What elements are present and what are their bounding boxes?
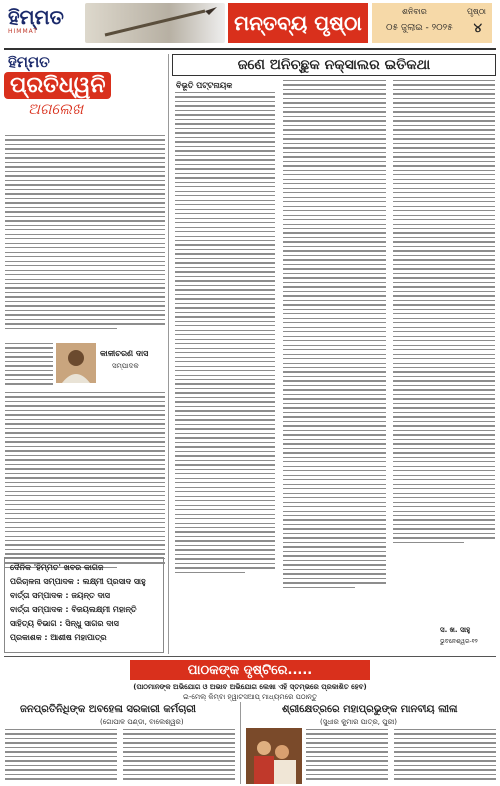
column-logo	[4, 54, 129, 130]
masthead-rule	[4, 48, 496, 50]
author-role: ସମ୍ପାଦକ	[112, 362, 139, 370]
paper-logo-text: ହିମ୍ମତ	[8, 5, 64, 29]
pen-icon	[85, 3, 225, 43]
column-logo-sub: ଅଗଲେଖ	[28, 100, 84, 118]
imprint-line: ଦୈନିକ 'ହିମ୍ମତ' ଖବର କାଗଜ	[10, 563, 104, 572]
author-portrait-icon	[56, 343, 96, 383]
paper-logo	[8, 6, 78, 40]
paper-logo-sub: HIMMAT	[8, 28, 38, 35]
column-logo-main: ପ୍ରତିଧ୍ୱନି	[4, 72, 111, 99]
section-title-box	[228, 3, 368, 43]
imprint-box	[4, 557, 164, 653]
column-text-top	[5, 135, 165, 332]
letter2-title: ଶ୍ରୀକ୍ଷେତ୍ରରେ ମହାପ୍ରଭୁଙ୍କ ମାନବୀୟ ଲୀଳା	[282, 704, 458, 715]
author-photo	[56, 343, 96, 383]
editorial-headline-box	[172, 54, 496, 76]
imprint-line: ବାର୍ତ୍ତା ସମ୍ପାଦକ : ଜୟନ୍ତ ଦାସ	[10, 591, 110, 600]
date-label: ୦୫ ଜୁଲାଇ - ୨୦୨୫	[386, 23, 453, 33]
readers-banner-text: ପାଠକଙ୍କ ଦୃଷ୍ଟିରେ.....	[187, 662, 313, 678]
column-text-mid-left	[5, 343, 53, 388]
column-logo-top: ହିମ୍ମତ	[8, 53, 50, 71]
temple-photo-icon	[246, 728, 302, 784]
letter1-text-col-1	[5, 729, 117, 783]
day-label: ଶନିବାର	[402, 7, 427, 16]
pen-illustration	[85, 3, 225, 43]
page-label: ପୃଷ୍ଠା	[466, 7, 486, 16]
column-text-bottom	[5, 392, 165, 571]
section-title: ମନ୍ତବ୍ୟ ପୃଷ୍ଠା	[234, 11, 362, 35]
imprint-line: ପରିଚାଳନା ସମ୍ପାଦକ : ଲକ୍ଷ୍ମୀ ପ୍ରସାଦ ସାହୁ	[10, 577, 146, 586]
letter2-text-col-2	[394, 729, 496, 783]
imprint-line: ବାର୍ତ୍ତା ସମ୍ପାଦକ : ବିଜୟଲକ୍ଷ୍ମୀ ମହାନ୍ତି	[10, 605, 137, 614]
readers-note: (ପାଠମାନଙ୍କ ଅଭିଯୋଗ ଓ ଅଭାବ ଅଭିଯୋଗ ଲେଖା ଏହି ସ୍ତମ୍ଭରେ ପ୍ରକାଶିତ ହେବ)	[133, 683, 367, 691]
editorial-signoff-sub: ଭୁବନେଶ୍ୱର-୧୨	[440, 638, 478, 645]
page-number: ୪	[473, 21, 482, 36]
masthead	[0, 0, 500, 46]
imprint-line: ପ୍ରକାଶକ : ଆଶୀଷ ମହାପାତ୍ର	[10, 633, 107, 642]
editorial-signoff: ସ. ଖ. ସାହୁ	[440, 626, 471, 634]
letter2-photo	[246, 728, 302, 784]
author-name: କାଳୀଚରଣ ଦାସ	[100, 349, 149, 358]
imprint-line: ସାହିତ୍ୟ ବିଭାଗ : ସିନ୍ଧୁ ସାଗର ଦାସ	[10, 619, 119, 628]
letter1-text-col-2	[123, 729, 235, 783]
readers-note-2: ଇ-ମେଲ୍ କିମ୍ବା ହ୍ୱାଟସଆପ୍ ମାଧ୍ୟମରେ ପଠାନ୍ତୁ	[183, 693, 317, 701]
date-box	[372, 3, 492, 43]
letter1-title: ଜନପ୍ରତିନିଧିଙ୍କ ଅବହେଳା ସରକାରୀ କର୍ମଚାରୀ	[20, 704, 196, 715]
letter2-sub: (ସୁଧୀର କୁମାର ପାତ୍ର, ପୁରୀ)	[320, 718, 398, 726]
letter2-text-col-1	[306, 729, 388, 783]
editorial-col-2	[283, 80, 386, 591]
editorial-headline: ଜଣେ ଅନିଚ୍ଛୁକ ନକ୍ସାଲର ଇତିକଥା	[237, 57, 431, 73]
readers-banner	[130, 660, 370, 680]
column-divider	[168, 54, 169, 654]
editorial-byline: ବିଭୂତି ପଟ୍ଟନାୟକ	[176, 81, 233, 90]
section-rule	[4, 656, 496, 657]
editorial-col-3	[393, 80, 495, 546]
editorial-col-1	[175, 92, 275, 576]
letter1-sub: (ଗୋପାଳ ପଣ୍ଡା, ବାଲେଶ୍ୱର)	[100, 718, 184, 726]
letters-divider	[240, 702, 241, 784]
